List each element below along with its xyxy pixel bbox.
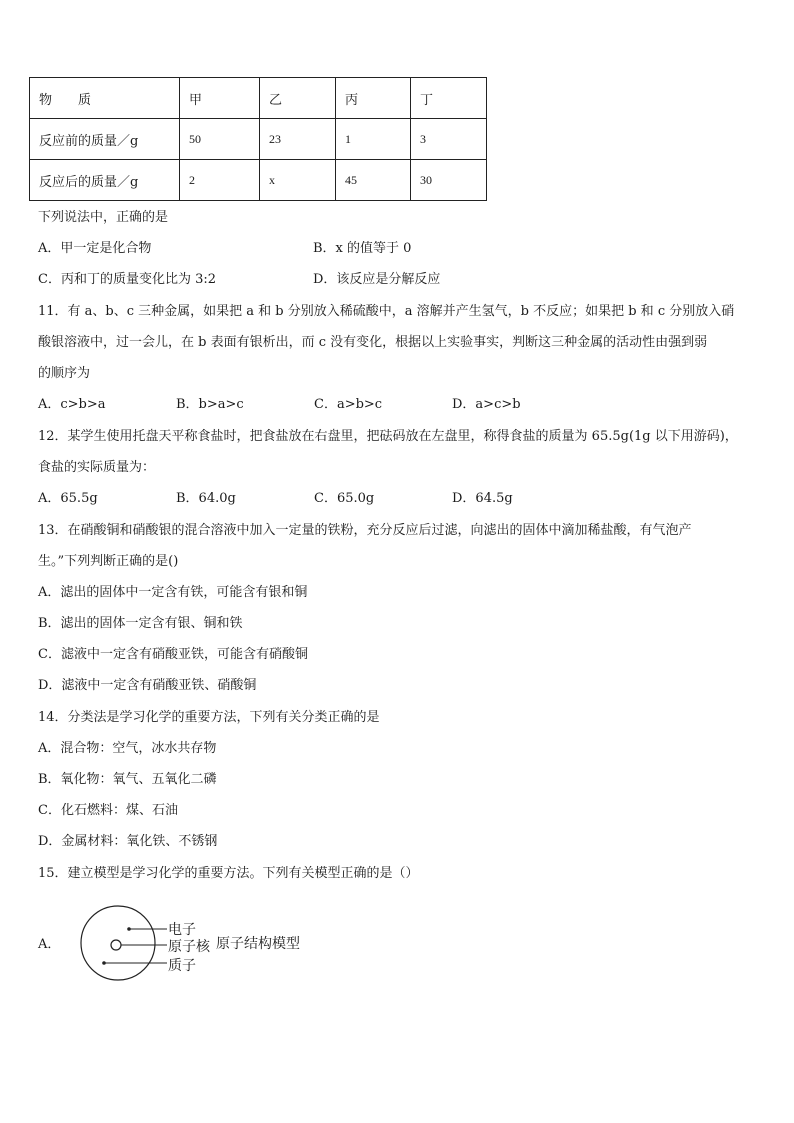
table-cell: 反应后的质量／g <box>30 160 180 201</box>
mass-table <box>29 77 487 201</box>
q13-option-d: D．滤液中一定含有硝酸亚铁、硝酸铜 <box>38 678 257 693</box>
table-cell: 1 <box>336 119 411 160</box>
diagram-title: 原子结构模型 <box>216 936 300 952</box>
table-cell: 丁 <box>411 78 487 119</box>
atom-outline <box>81 906 155 980</box>
table-cell: x <box>260 160 336 201</box>
q14-option-b: B．氧化物：氧气、五氧化二磷 <box>38 772 217 787</box>
table-row <box>30 160 487 201</box>
table-cell: 45 <box>336 160 411 201</box>
question-10-stem: 下列说法中，正确的是 <box>38 210 169 225</box>
q10-option-d: D．该反应是分解反应 <box>313 272 441 287</box>
proton-label: 质子 <box>168 958 196 974</box>
table-row <box>30 119 487 160</box>
table-cell: 3 <box>411 119 487 160</box>
electron-label: 电子 <box>168 922 196 938</box>
table-cell: 30 <box>411 160 487 201</box>
q13-option-b: B．滤出的固体一定含有银、铜和铁 <box>38 616 243 631</box>
q14-option-d: D．金属材料：氧化铁、不锈钢 <box>38 834 218 849</box>
table-cell: 物 质 <box>30 78 180 119</box>
q12-option-c: C．65.0g <box>314 491 375 506</box>
q10-option-b: B．x 的值等于 0 <box>313 241 412 256</box>
q14-option-c: C．化石燃料：煤、石油 <box>38 803 178 818</box>
question-12-stem: 食盐的实际质量为： <box>38 460 156 475</box>
question-14-stem: 14．分类法是学习化学的重要方法，下列有关分类正确的是 <box>38 710 380 725</box>
nucleus-circle <box>111 940 121 950</box>
table-cell: 2 <box>180 160 260 201</box>
table-cell: 23 <box>260 119 336 160</box>
q13-option-a: A．滤出的固体中一定含有铁，可能含有银和铜 <box>38 585 308 600</box>
table-cell: 甲 <box>180 78 260 119</box>
question-15-stem: 15．建立模型是学习化学的重要方法。下列有关模型正确的是（） <box>38 866 419 881</box>
table-cell: 丙 <box>336 78 411 119</box>
q15-option-a-label: A． <box>38 937 61 952</box>
q11-option-d: D．a>c>b <box>452 397 521 412</box>
question-13-stem: 生。”下列判断正确的是() <box>38 554 179 569</box>
question-11-stem: 的顺序为 <box>38 366 91 381</box>
atom-structure-diagram <box>38 905 338 985</box>
question-12-stem: 12．某学生使用托盘天平称食盐时，把食盐放在右盘里，把砝码放在左盘里，称得食盐的质量为 65.5g(1g 以下用游码)， <box>38 429 738 444</box>
q12-option-d: D．64.5g <box>452 491 513 506</box>
q10-option-a: A．甲一定是化合物 <box>38 241 152 256</box>
question-11-stem: 酸银溶液中，过一会儿，在 b 表面有银析出，而 c 没有变化，根据以上实验事实，判断这三种金属的活动性由强到弱 <box>38 335 708 350</box>
table-cell: 反应前的质量／g <box>30 119 180 160</box>
q10-option-c: C．丙和丁的质量变化比为 3:2 <box>38 272 217 287</box>
table-cell: 50 <box>180 119 260 160</box>
nucleus-label: 原子核 <box>168 939 210 955</box>
question-13-stem: 13．在硝酸铜和硝酸银的混合溶液中加入一定量的铁粉，充分反应后过滤，向滤出的固体中滴加稀盐酸，有气泡产 <box>38 523 692 538</box>
q13-option-c: C．滤液中一定含有硝酸亚铁，可能含有硝酸铜 <box>38 647 308 662</box>
table-header-row <box>30 78 487 119</box>
q11-option-a: A．c>b>a <box>38 397 106 412</box>
q11-option-b: B．b>a>c <box>176 397 244 412</box>
q11-option-c: C．a>b>c <box>314 397 383 412</box>
q14-option-a: A．混合物：空气，冰水共存物 <box>38 741 217 756</box>
q12-option-a: A．65.5g <box>38 491 98 506</box>
q12-option-b: B．64.0g <box>176 491 236 506</box>
question-11-stem: 11．有 a、b、c 三种金属，如果把 a 和 b 分别放入稀硫酸中，a 溶解并产生氢气，b 不反应；如果把 b 和 c 分别放入硝 <box>38 304 735 319</box>
table-cell: 乙 <box>260 78 336 119</box>
